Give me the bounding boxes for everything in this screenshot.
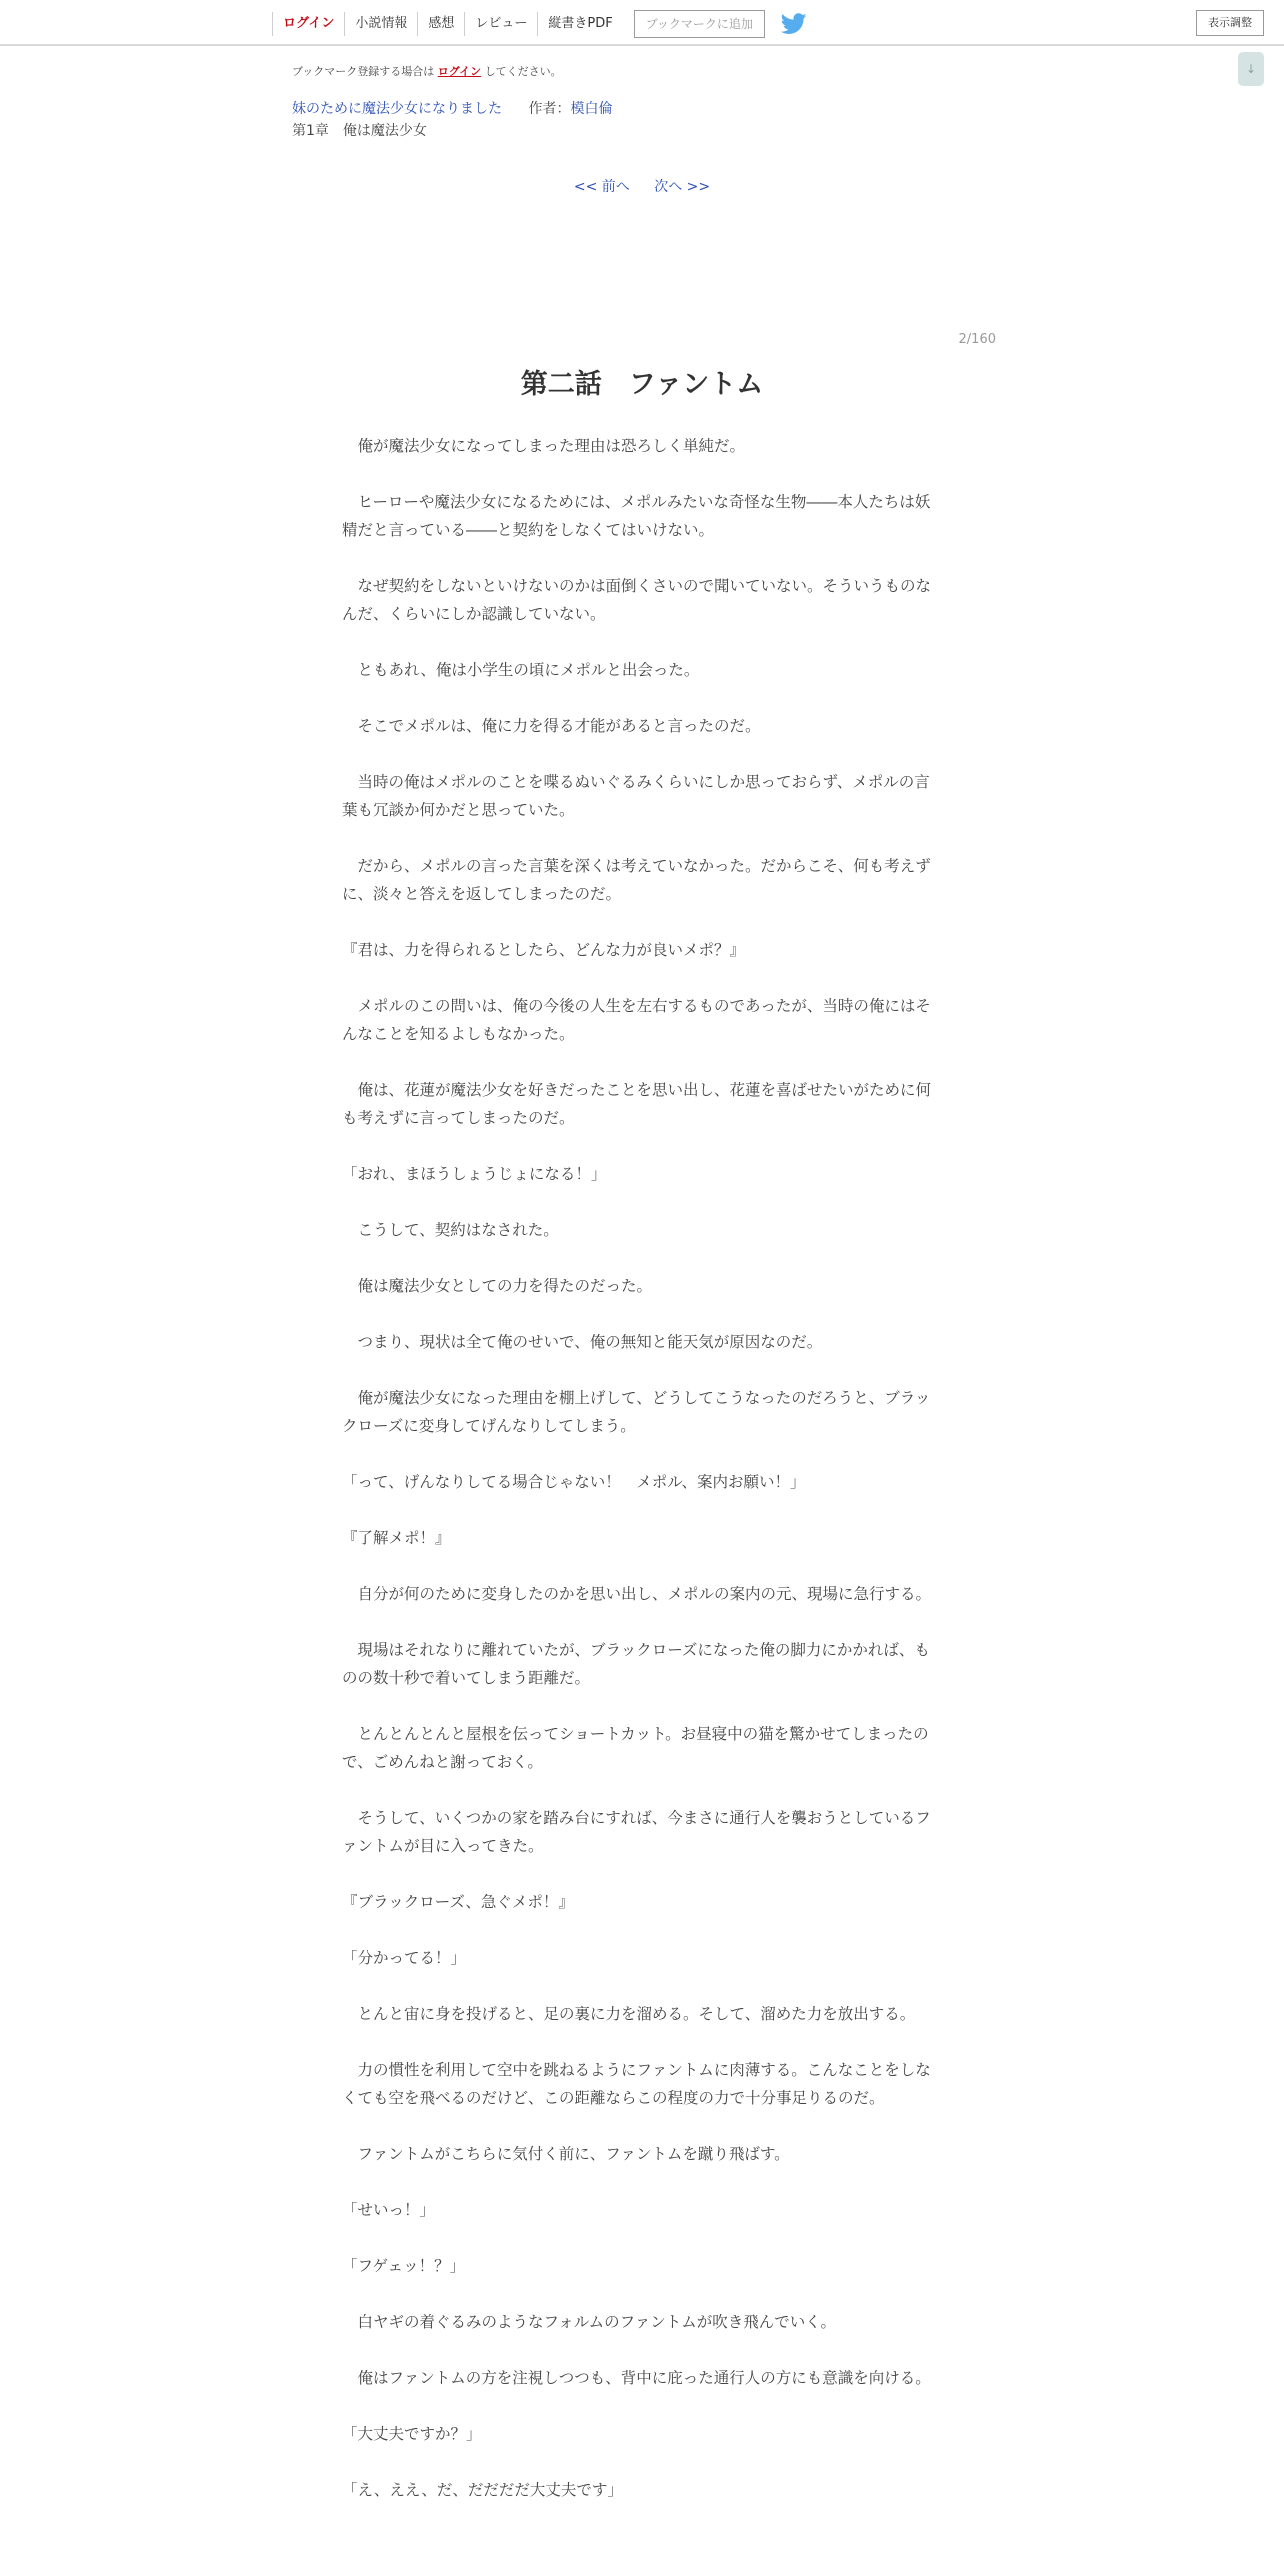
paragraph: 「せいっ！」 <box>342 2201 436 2219</box>
paragraph: 「大丈夫ですか？」 <box>342 2425 482 2443</box>
paragraph: 「フゲェッ！？」 <box>342 2257 466 2275</box>
paragraph: 『君は、力を得られるとしたら、どんな力が良いメポ？』 <box>342 941 746 959</box>
top-navigation-bar <box>0 0 1284 46</box>
down-arrow-icon[interactable]: ↓ <box>1238 52 1264 86</box>
nav-review-link[interactable]: レビュー <box>464 12 537 36</box>
paragraph: そこでメポルは、俺に力を得る才能があると言ったのだ。 <box>342 717 761 735</box>
page-navigation <box>0 176 1284 196</box>
paragraph: ファントムがこちらに気付く前に、ファントムを蹴り飛ばす。 <box>342 2145 790 2163</box>
episode-title: 第二話 ファントム <box>520 369 764 400</box>
paragraph: 自分が何のために変身したのかを思い出し、メポルの案内の元、現場に急行する。 <box>342 1585 932 1603</box>
paragraph: 俺は魔法少女としての力を得たのだった。 <box>342 1277 653 1295</box>
paragraph: ヒーローや魔法少女になるためには、メポルみたいな奇怪な生物――本人たちは妖精だと言っている――と契約をしなくてはいけない。 <box>342 493 931 539</box>
paragraph: 俺は、花蓮が魔法少女を好きだったことを思い出し、花蓮を喜ばせたいがために何も考えずに言ってしまったのだ。 <box>342 1081 932 1127</box>
bookmark-login-notice <box>292 63 562 79</box>
paragraph: 『ブラックローズ、急ぐメポ！』 <box>342 1893 574 1911</box>
paragraph: とんとんとんと屋根を伝ってショートカット。お昼寝中の猫を驚かせてしまったので、ごめんねと謝っておく。 <box>342 1725 929 1771</box>
chapter-title: 第1章 俺は魔法少女 <box>292 123 427 139</box>
paragraph: 俺はファントムの方を注視しつつも、背中に庇った通行人の方にも意識を向ける。 <box>342 2369 931 2387</box>
add-bookmark-button[interactable]: ブックマークに追加 <box>634 10 765 38</box>
next-page-link[interactable]: 次へ >> <box>654 179 711 195</box>
paragraph: 「おれ、まほうしょうじょになる！」 <box>342 1165 607 1183</box>
paragraph: メポルのこの問いは、俺の今後の人生を左右するものであったが、当時の俺にはそんなことを知るよしもなかった。 <box>342 997 931 1043</box>
paragraph: 「分かってる！」 <box>342 1949 467 1967</box>
prev-page-link[interactable]: << 前へ <box>573 179 630 195</box>
novel-title-link[interactable]: 妹のために魔法少女になりました <box>292 101 502 117</box>
author-label: 作者： <box>528 101 571 117</box>
paragraph: 「え、ええ、だ、だだだだ大丈夫です」 <box>342 2481 623 2499</box>
paragraph: とんと宙に身を投げると、足の裏に力を溜める。そして、溜めた力を放出する。 <box>342 2005 916 2023</box>
author-name-link[interactable]: 模白倫 <box>570 101 613 117</box>
nav-menu <box>272 12 807 36</box>
notice-prefix: ブックマーク登録する場合は <box>292 65 435 78</box>
nav-novel-info-link[interactable]: 小説情報 <box>344 12 417 36</box>
notice-login-link[interactable]: ログイン <box>437 65 482 78</box>
novel-body <box>342 432 942 2532</box>
nav-impressions-link[interactable]: 感想 <box>417 12 464 36</box>
nav-vertical-pdf-link[interactable]: 縦書きPDF <box>537 12 622 36</box>
display-settings-button[interactable]: 表示調整 <box>1196 10 1264 36</box>
nav-login-link[interactable]: ログイン <box>272 12 344 36</box>
paragraph: なぜ契約をしないといけないのかは面倒くさいので聞いていない。そういうものなんだ、くらいにしか認識していない。 <box>342 577 932 623</box>
page-count: 2/160 <box>958 332 996 347</box>
notice-suffix: してください。 <box>484 65 562 78</box>
paragraph: 俺が魔法少女になった理由を棚上げして、どうしてこうなったのだろうと、ブラックローズに変身してげんなりしてしまう。 <box>342 1389 931 1435</box>
paragraph: 現場はそれなりに離れていたが、ブラックローズになった俺の脚力にかかれば、ものの数十秒で着いてしまう距離だ。 <box>342 1641 930 1687</box>
novel-header <box>292 98 612 118</box>
paragraph: 白ヤギの着ぐるみのようなフォルムのファントムが吹き飛んでいく。 <box>342 2313 836 2331</box>
paragraph: だから、メポルの言った言葉を深くは考えていなかった。だからこそ、何も考えずに、淡々と答えを返してしまったのだ。 <box>342 857 931 903</box>
paragraph: 「って、げんなりしてる場合じゃない！ メポル、案内お願い！」 <box>342 1473 806 1491</box>
paragraph: 『了解メポ！』 <box>342 1529 451 1547</box>
paragraph: そうして、いくつかの家を踏み台にすれば、今まさに通行人を襲おうとしているファントムが目に入ってきた。 <box>342 1809 931 1855</box>
twitter-bird-icon[interactable] <box>781 13 807 35</box>
paragraph: 当時の俺はメポルのことを喋るぬいぐるみくらいにしか思っておらず、メポルの言葉も冗談か何かだと思っていた。 <box>342 773 930 819</box>
paragraph: つまり、現状は全て俺のせいで、俺の無知と能天気が原因なのだ。 <box>342 1333 823 1351</box>
paragraph: 俺が魔法少女になってしまった理由は恐ろしく単純だ。 <box>342 437 746 455</box>
paragraph: こうして、契約はなされた。 <box>342 1221 559 1239</box>
paragraph: ともあれ、俺は小学生の頃にメポルと出会った。 <box>342 661 700 679</box>
paragraph: 力の慣性を利用して空中を跳ねるようにファントムに肉薄する。こんなことをしなくても空を飛べるのだけど、この距離ならこの程度の力で十分事足りるのだ。 <box>342 2061 931 2107</box>
